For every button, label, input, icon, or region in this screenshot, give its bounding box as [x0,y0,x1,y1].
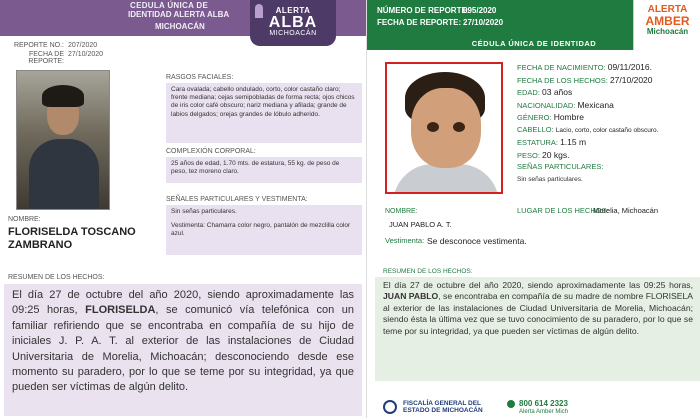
alerta-alba-logo: ALERTA ALBA MICHOACÁN [250,0,336,46]
alerta-amber-logo: ALERTA AMBER Michoacán [633,0,700,50]
detail-row: SEÑAS PARTICULARES: [517,162,604,171]
detail-row: NACIONALIDAD: Mexicana [517,99,614,110]
detail-row: CABELLO: Lacio, corto, color castaño obscuro. [517,124,659,134]
detail-row: EDAD: 03 años [517,87,573,97]
missing-child-photo [385,62,503,194]
alerta-amber-card [366,0,700,418]
complexion-box: 25 años de edad, 1.70 mts. de estatura, 55 kg. de peso de peso, tez moreno claro. [166,157,362,183]
vestimenta-value: Se desconoce vestimenta. [427,236,527,246]
phone-icon [507,400,515,408]
alba-header-line2: IDENTIDAD ALERTA ALBA [128,10,230,19]
amber-summary-title: RESUMEN DE LOS HECHOS: [383,268,473,275]
summary-title: RESUMEN DE LOS HECHOS: [8,274,105,281]
amber-summary-text: El día 27 de octubre del año 2020, siendo aproximadamente las 09:25 horas, JUAN PABLO, se encontraba en compañía de su madre de nombre FLORISELA al exterior de las instalaciones de Ciudad Universitaria de Morelia, Michoacán; siendo ésta la última vez que se tuvo conocimiento de su paradero, por lo que se teme por su integridad, ya que pueden ser víctimas de algún delito. [375,277,700,381]
senas-box: Sin señas particulares. Vestimenta: Chamarra color negro, pantalón de mezclilla color azul. [166,205,362,255]
missing-person-photo [16,70,110,210]
amber-footer [367,396,700,418]
rasgos-title: RASGOS FACIALES: [166,74,234,81]
alba-report-meta: REPORTE NO.: 207/2020 FECHA DE REPORTE: 27/10/2020 [13,42,104,65]
vestimenta-label: Vestimenta: [385,236,425,245]
summary-text: El día 27 de octubre del año 2020, siendo aproximadamente las 09:25 horas, FLORISELDA, se comunicó vía telefónica con un familiar refiriendo que se encontraba en compañía de su hijo de iniciales J. P. A. T. al exterior de las instalaciones de Ciudad Universitaria de Morelia, Michoacán; desconociendo desde ese momento su paradero, por lo que se teme por su integridad, ya que pueden ser víctimas de algún delito. [4,284,362,416]
detail-row: GÉNERO: Hombre [517,112,584,122]
detail-row: PESO: 20 kgs. [517,149,570,160]
hotline-number: 800 614 2323 [519,399,568,408]
child-name: JUAN PABLO A. T. [389,220,452,229]
person-name: FLORISELDA TOSCANO ZAMBRANO [8,226,136,251]
amber-card-title: CÉDULA ÚNICA DE IDENTIDAD [367,38,700,50]
detail-row: ESTATURA: 1.15 m [517,137,587,147]
name-label: NOMBRE: [8,216,41,223]
rasgos-box: Cara ovalada; cabello ondulado, corto, color castaño claro; frente mediana; cejas semipobladas de forma recta; ojos chicos de iris color café obscuro; nariz mediana y afilada; grande de labios delgados; orejas grandes de lóbulo adherido. [166,83,362,143]
child-name-label: NOMBRE: [385,208,418,215]
amber-report-date: 27/10/2020 [463,18,504,27]
alba-header-line3: MICHOACÁN [155,22,205,31]
detail-row: FECHA DE NACIMIENTO: 09/11/2016. [517,62,652,72]
senas-value: Sin señas particulares. [517,175,583,183]
fiscalia-seal-icon [383,400,397,414]
amber-report-number: 095/2020 [463,6,497,15]
child-details [517,62,697,184]
fiscalia-label: FISCALÍA GENERAL DEL ESTADO DE MICHOACÁN [403,400,483,414]
report-number: 207/2020 [68,42,98,49]
detail-row: FECHA DE LOS HECHOS: 27/10/2020 [517,74,653,85]
amber-header: NÚMERO DE REPORTE: 095/2020 FECHA DE REPORTE: 27/10/2020 [367,0,700,38]
complexion-title: COMPLEXIÓN CORPORAL: [166,148,256,155]
report-date: 27/10/2020 [68,51,104,58]
person-icon [255,4,263,18]
alba-header-line1: CEDULA ÚNICA DE [130,1,209,10]
lugar-value: Morelia, Michoacán [593,206,659,215]
social-handle: Alerta Amber Mich [519,409,569,415]
lugar-label: LUGAR DE LOS HECHOS: [517,206,609,215]
senas-title: SEÑALES PARTICULARES Y VESTIMENTA: [166,196,308,203]
